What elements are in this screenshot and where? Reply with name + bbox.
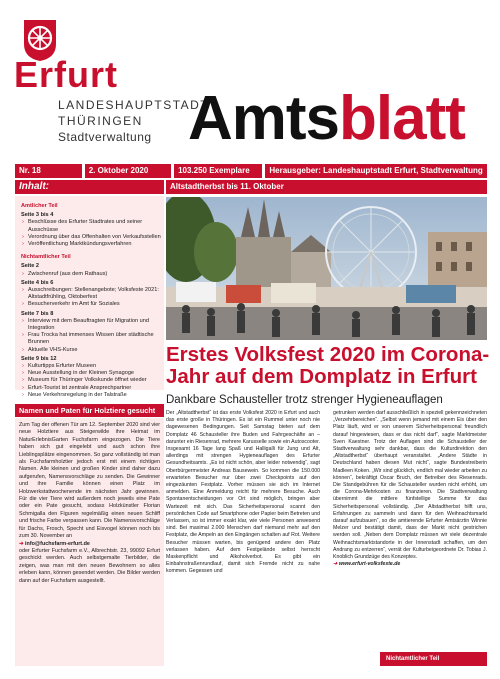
names-box-heading: Namen und Paten für Holztiere gesucht <box>15 404 164 417</box>
names-body-text-2: oder Erfurter Fuchsfarm e.V., Albrechtstr. 23, 99092 Erfurt geschickt werden. Auch selbstgemalte Tierbilder, die zeigen, was man mit den neuen Bewohnern so alles erleben kann, können gesendet werden. Die Bilder werden dann auf der Fuchsfarm ausgestellt. <box>19 547 160 584</box>
toc-section-amtlich: Amtlicher Teil <box>21 203 58 209</box>
toc-item[interactable]: › Frau Trocka hat immenses Wissen über städtische Brunnen <box>21 332 164 346</box>
toc-item[interactable]: › Besucherverkehr im Amt für Soziales <box>21 301 164 308</box>
section-footer-bar: Nichtamtlicher Teil <box>380 652 487 666</box>
toc-section-nichtamtlich: Nichtamtlicher Teil <box>21 254 71 261</box>
names-email-link[interactable] <box>19 541 160 548</box>
toc-page: Seite 2 <box>21 263 40 270</box>
masthead-title <box>188 84 465 154</box>
toc-item[interactable]: › Erfurt-Tourist ist zentrale Ansprechpartner <box>21 385 164 392</box>
toc-item[interactable]: › Zwischenruf (aus dem Rathaus) <box>21 271 164 278</box>
arrow-icon: ➜ <box>19 540 24 547</box>
article-subheadline: Dankbare Schausteller trotz strenger Hygieneauflagen <box>166 394 443 406</box>
names-email-text: info@fuchsfarm-erfurt.de <box>25 540 90 547</box>
masthead-title-b: blatt <box>339 84 465 153</box>
volksfeste-link[interactable] <box>333 561 487 568</box>
toc-item[interactable]: › Ausschreibungen: Stellenangebote; Volksfeste 2021: Altstadtfrühling, Oktoberfest <box>21 287 164 301</box>
toc-page: Seite 4 bis 6 <box>21 279 54 286</box>
toc-item[interactable]: › Verordnung über das Offenhalten von Verkaufsstellen <box>21 234 164 241</box>
table-of-contents <box>15 196 164 398</box>
city-line-3: Stadtverwaltung <box>58 130 152 144</box>
issue-date: 2. Oktober 2020 <box>85 164 171 178</box>
toc-item[interactable]: › Neue Ausstellung in der Kleinen Synagoge <box>21 370 164 377</box>
issue-copies: 103.250 Exemplare <box>174 164 262 178</box>
article-date-bar: Altstadtherbst bis 11. Oktober <box>166 180 487 194</box>
toc-item[interactable]: › Veröffentlichung Marktkündungsverfahren <box>21 241 164 248</box>
toc-item[interactable]: › Neue Verkehrsregelung in der Talstraße <box>21 392 164 399</box>
city-line-1: LANDESHAUPTSTADT <box>58 98 210 112</box>
toc-item[interactable]: › Aktuelle VHS-Kurse <box>21 347 164 354</box>
arrow-icon: ➜ <box>333 561 338 568</box>
toc-page: Seite 7 bis 8 <box>21 310 54 317</box>
article-column-2-text: getrunken werden darf ausschließlich in speziell gekennzeichneten „Verzehrbereichen“. „Selbst wenn jemand mit einem Eis über den Platz läuft, wird er von unserem Sicherheitspersonal freundlich darauf hingewiesen, dass er das nicht darf“, sagte Marktmeister Sven Kaestner. Trotz der Auflagen sind die Schausteller der Stadtverwaltung sehr dankbar, dass die Kulturdirektion den „Altstadtherbst“ überhaupt veranstaltet. „Andere Städte in Deutschland haben diesen Mut nicht“, sagte Bundestreiberin Madleen Koken. „Wir sind glücklich, endlich mal wieder arbeiten zu können“, bekräftigt Oscar Bruch, der Betreiber des Riesenrads. Die Standgebühren für die Schausteller wurden nicht erhöht, um die Corona-Mehrkosten zu finanzieren. Die Stadtverwaltung übernimmt die mittlere fünfstellige Summe für das Sicherheitspersonal vollständig. „Der Altstadtherbst hilft uns, Erfahrungen zu sammeln und dann für den Weihnachtsmarkt darauf aufzubauen“, so die amtierende Erfurter Amtsärztin Winnie Melzer und bestätigt damit, dass der Markt nicht gestrichen werden soll. „Neben dem Domplatz müssen wir viele dezentrale Weihnachtsmarktstandorte in der Innenstadt schaffen, um den Andrang zu entzerren“, verrät der Kulturbeigeordnete Dr. Tobias J. Knoblich Grundzüge des Konzeptes. <box>333 410 487 561</box>
names-body-text: Zum Tag der offenen Tür am 12. September 2020 sind vier neue Holztiere aus Steigerwilde ihre Heimat im NaturErlebnisGarten Fuchsfarm eingezogen. Die Tiere haben sich gut eingelebt und auch schon ihre Lieblingsplätze eingenommen. So ganz vollständig ist man als Fuchsfarmholztier jedoch erst mit einem richtigen Namen. Alle kleinen und großen Kinder sind daher dazu aufgerufen, Namensvorschläge zu senden. Die Gewinner und ihre Familie können einen Platz im Holzwerkstattwochenende im nächsten Jahr gewinnen. Für die vier Tiere wird außerdem noch jeweils eine Pate oder ein Pate gesucht, sodass Holzkünstler Florian Schmigalla den Figuren regelmäßig einen neuen Schliff und frische Farbe verpassen kann. Die Namensvorschläge für Dachs, Frosch, Specht und Eisvogel können noch bis zum 30. November an <box>19 422 160 540</box>
issue-number: Nr. 18 <box>15 164 82 178</box>
toc-heading: Inhalt: <box>15 180 164 194</box>
toc-item[interactable]: › Kulturtipps Erfurter Museen <box>21 363 164 370</box>
article-column-1: Der „Altstadtherbst“ ist das erste Volksfest 2020 in Erfurt und auch das erste große in Thüringen. Es ist ein Rummel unter noch nie dagewesenen Bedingungen. Seit Samstag bieten auf dem Domplatz 46 Schausteller ihre Buden und Fahrgeschäfte an – darunter ein Riesenrad, mehrere Karusselle sowie ein Autoscooter. Insgesamt 16 Tage lang Spaß und Halligalli für Jung und Alt, allerdings mit strengen Hygieneauflagen des Erfurter Gesundheitsamts. „Es ist nicht schön, aber leider notwendig“, sagt Oberbürgermeister Andreas Bausewein. So kommen die 150.000 erwarteten Besucher nur über zwei Checkpoints auf den eingezäunten Festplatz. Vorher müssen sie sich im Internet anmelden. Eine Anmeldung reicht für mehrere Besuche. Auch Spontanentscheidungen vor Ort sind möglich, bringen aber Wartezeit mit sich. Das Sicherheitspersonal scannt den persönlichen Code auf Smartphone oder Papier beim Betreten und Verlassen, so ist immer exakt klar, wie viele Personen anwesend sind. Bei maximal 2.000 Menschen darf niemand mehr auf den Festplatz, die Ampeln an den Eingängen schalten auf Rot. Weitere Besucher müssen warten, bis genügend andere den Platz verlassen haben. Auf dem Festgelände selbst herrscht Maskenpflicht und Alkoholverbot. Es gibt ein Einbahnstraßenrundlauf, damit sich Fremde nicht zu nahe kommen. Gegessen und <box>166 410 320 575</box>
masthead-title-a: Amts <box>188 84 340 153</box>
issue-info-bar <box>15 164 487 178</box>
volksfest-photo <box>166 197 487 340</box>
names-box-body <box>15 418 164 666</box>
toc-item[interactable]: › Beschlüsse des Erfurter Stadtrates und seiner Ausschüsse <box>21 219 164 233</box>
issue-publisher: Herausgeber: Landeshauptstadt Erfurt, Stadtverwaltung <box>265 164 487 178</box>
city-line-2: THÜRINGEN <box>58 114 143 128</box>
volksfeste-link-text: www.erfurt-volksfeste.de <box>338 561 401 568</box>
toc-page: Seite 3 bis 4 <box>21 212 54 219</box>
article-headline: Erstes Volksfest 2020 im Corona-Jahr auf dem Domplatz in Erfurt <box>166 343 490 388</box>
toc-item[interactable]: › Museum für Thüringer Volkskunde öffnet wieder <box>21 377 164 384</box>
erfurt-wordmark: Erfurt <box>14 54 118 95</box>
toc-item[interactable]: › Interview mit dem Beauftragten für Migration und Integration <box>21 318 164 332</box>
toc-page: Seite 9 bis 12 <box>21 355 57 362</box>
article-column-2 <box>333 410 487 568</box>
